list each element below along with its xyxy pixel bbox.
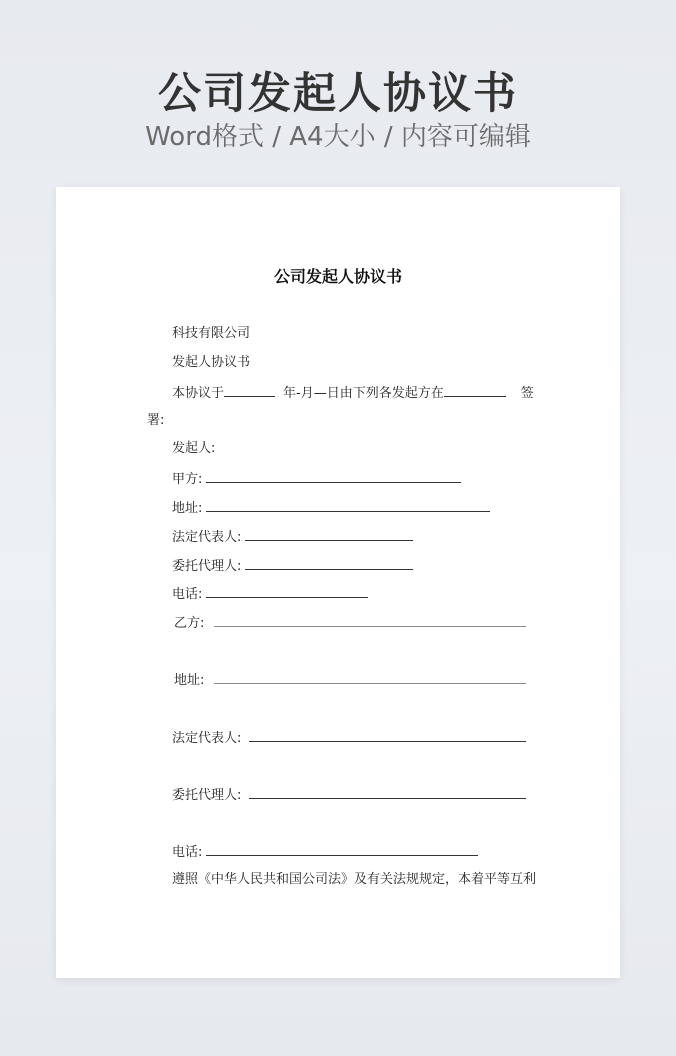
party-a-field[interactable] <box>206 469 461 483</box>
banner-title: 公司发起人协议书 <box>158 69 518 119</box>
agent-b-line <box>172 785 526 805</box>
phone-b-line <box>172 842 478 862</box>
phone-b-label: 电话: <box>172 845 203 860</box>
agent-b-label: 委托代理人: <box>172 788 242 803</box>
date-blank[interactable] <box>224 383 275 397</box>
banner-subtitle: Word格式 / A4大小 / 内容可编辑 <box>145 122 531 152</box>
intro-mid: 年-月—日由下列各发起方在 <box>283 386 444 401</box>
document-page <box>56 187 620 978</box>
party-b-field[interactable] <box>214 613 526 627</box>
party-a-label: 甲方: <box>172 472 203 487</box>
founders-label: 发起人: <box>172 441 216 456</box>
address-b-label: 地址: <box>174 673 205 688</box>
document-subheading: 发起人协议书 <box>172 355 251 370</box>
legal-rep-b-field[interactable] <box>249 728 526 742</box>
legal-rep-a-line <box>172 527 413 547</box>
legal-rep-b-label: 法定代表人: <box>172 731 242 746</box>
phone-a-label: 电话: <box>172 587 203 602</box>
agent-a-field[interactable] <box>245 556 413 570</box>
intro-end: 签 <box>520 386 534 401</box>
phone-a-line <box>172 584 368 604</box>
legal-rep-a-label: 法定代表人: <box>172 530 242 545</box>
closing-text: 遵照《中华人民共和国公司法》及有关法规规定，本着平等互利 <box>172 872 537 887</box>
legal-rep-b-line <box>172 728 526 748</box>
legal-rep-a-field[interactable] <box>245 527 413 541</box>
intro-wrap: 署: <box>147 413 165 428</box>
address-a-field[interactable] <box>206 498 490 512</box>
party-b-line <box>174 613 526 633</box>
intro-start: 本协议于 <box>172 386 225 401</box>
agent-b-field[interactable] <box>249 785 526 799</box>
address-a-line <box>172 498 490 518</box>
place-blank[interactable] <box>444 383 506 397</box>
phone-b-field[interactable] <box>206 842 478 856</box>
phone-a-field[interactable] <box>206 584 368 598</box>
party-a-line <box>172 469 461 489</box>
company-line: 科技有限公司 <box>172 326 251 341</box>
agent-a-label: 委托代理人: <box>172 559 242 574</box>
party-b-label: 乙方: <box>174 616 205 631</box>
address-a-label: 地址: <box>172 501 203 516</box>
address-b-field[interactable] <box>214 670 526 684</box>
agent-a-line <box>172 556 413 576</box>
document-title: 公司发起人协议书 <box>273 267 402 286</box>
intro-line <box>172 383 534 403</box>
banner <box>0 0 676 180</box>
address-b-line <box>174 670 526 690</box>
